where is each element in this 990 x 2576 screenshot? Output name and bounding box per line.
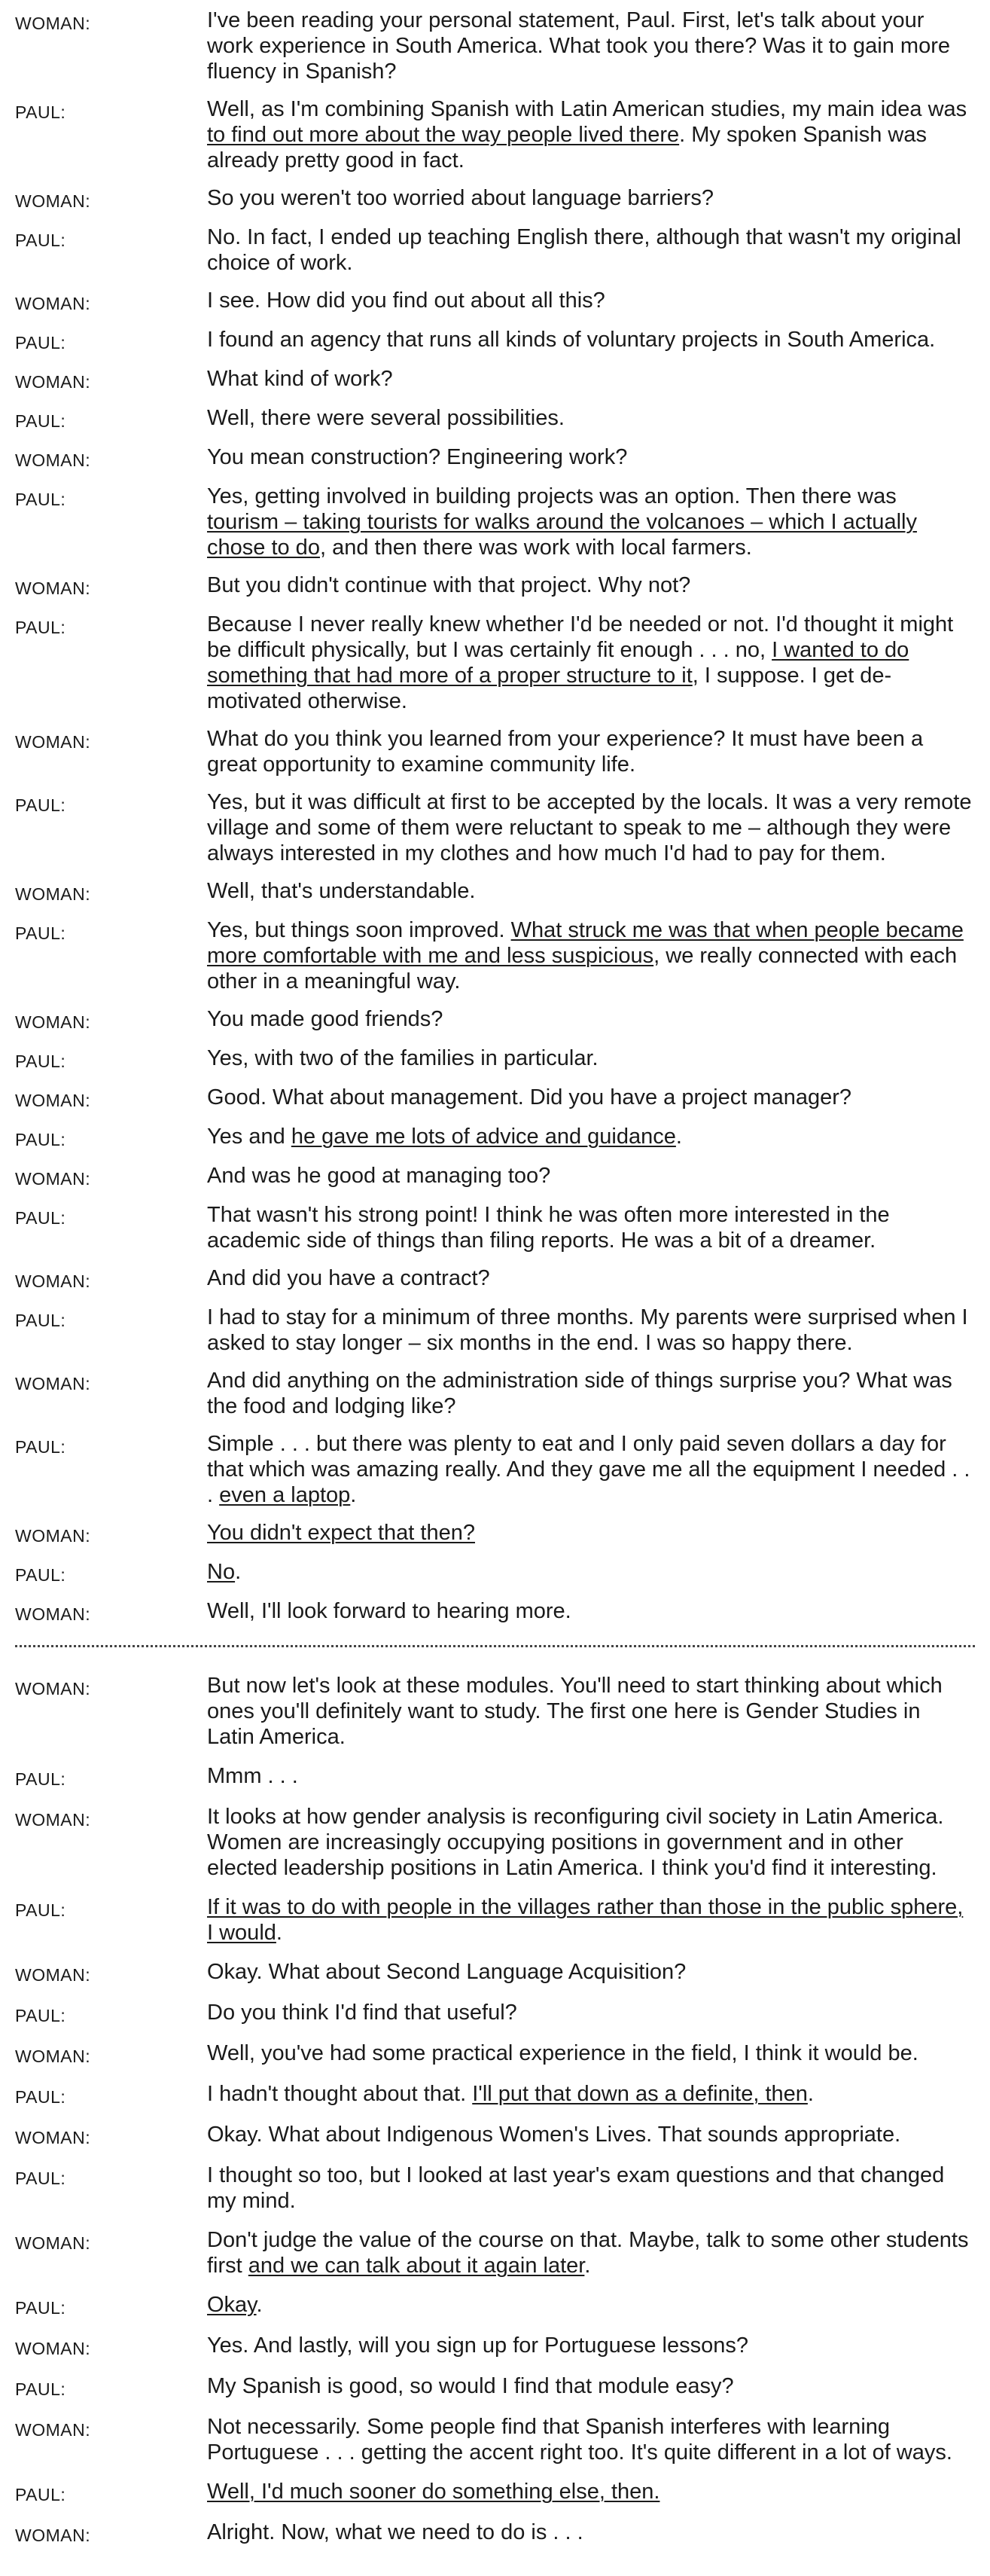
- text-segment: Well, as I'm combining Spanish with Latin American studies, my main idea was: [207, 97, 967, 121]
- dialogue-text: [207, 1959, 973, 1985]
- speaker-label: PAUL:: [15, 1311, 66, 1330]
- dialogue-text: [207, 8, 973, 84]
- dialogue-text: [207, 185, 973, 211]
- dialogue-line: [15, 1265, 990, 1293]
- dialogue-text: [207, 917, 973, 994]
- speaker-label: WOMAN:: [15, 2526, 91, 2545]
- dialogue-line: [15, 726, 990, 777]
- text-segment: Alright. Now, what we need to do is . . .: [207, 2520, 583, 2544]
- speaker-label: PAUL:: [15, 490, 66, 509]
- dialogue-text: [207, 2227, 973, 2278]
- dialogue-text: [207, 2292, 973, 2318]
- dialogue-line: [15, 1431, 990, 1508]
- text-segment: , we really connected with each other in a meaningful way.: [207, 944, 958, 993]
- dialogue-text: [207, 444, 973, 470]
- text-segment: No. In fact, I ended up teaching English there, although that wasn't my original choice of work.: [207, 225, 961, 275]
- speaker-label: PAUL:: [15, 2485, 66, 2504]
- text-segment: Good. What about management. Did you have a project manager?: [207, 1085, 852, 1109]
- text-segment: Mmm . . .: [207, 1764, 298, 1788]
- text-segment: I hadn't thought about that.: [207, 2082, 473, 2106]
- speaker-label: WOMAN:: [15, 2233, 91, 2253]
- dialogue-line: [15, 1673, 990, 1750]
- text-segment: It looks at how gender analysis is reconfiguring civil society in Latin America. Women are increasingly occupying positions in government and in other elected leadership positions in Latin America. I think you'd find it interesting.: [207, 1805, 944, 1880]
- text-segment: You made good friends?: [207, 1007, 443, 1031]
- dialogue-line: [15, 2081, 990, 2108]
- dialogue-line: [15, 366, 990, 393]
- dialogue-text: [207, 327, 973, 353]
- dialogue-text: [207, 726, 973, 777]
- speaker-label: PAUL:: [15, 230, 66, 250]
- speaker-label: WOMAN:: [15, 2420, 91, 2440]
- dialogue-line: [15, 2414, 990, 2465]
- dialogue-text: [207, 484, 973, 560]
- text-segment: . My spoken Spanish was already pretty good in fact.: [207, 123, 927, 172]
- text-segment: I've been reading your personal statement, Paul. First, let's talk about your work experience in South America. What took you there? Was it to gain more fluency in Spanish?: [207, 8, 951, 84]
- dialogue-text: [207, 1520, 973, 1546]
- speaker-label: WOMAN:: [15, 884, 91, 904]
- dialogue-text: [207, 1006, 973, 1032]
- section-divider: [15, 1645, 975, 1647]
- underlined-answer: even a laptop: [219, 1483, 351, 1507]
- text-segment: I see. How did you find out about all this?: [207, 288, 605, 313]
- speaker-label: WOMAN:: [15, 372, 91, 392]
- dialogue-line: [15, 224, 990, 276]
- dialogue-text: [207, 1085, 973, 1110]
- speaker-label: PAUL:: [15, 102, 66, 122]
- dialogue-text: [207, 2081, 973, 2107]
- transcript-section-modules: [15, 1673, 990, 2547]
- speaker-label: WOMAN:: [15, 578, 91, 598]
- speaker-label: PAUL:: [15, 1769, 66, 1789]
- dialogue-text: [207, 1305, 973, 1356]
- dialogue-text: [207, 1368, 973, 1419]
- dialogue-text: [207, 1598, 973, 1624]
- speaker-label: WOMAN:: [15, 1012, 91, 1032]
- text-segment: Well, there were several possibilities.: [207, 406, 565, 430]
- dialogue-line: [15, 2520, 990, 2547]
- speaker-label: WOMAN:: [15, 2046, 91, 2066]
- underlined-answer: Well, I'd much sooner do something else, then.: [207, 2480, 660, 2504]
- dialogue-line: [15, 2040, 990, 2068]
- dialogue-line: [15, 444, 990, 472]
- dialogue-text: [207, 2479, 973, 2504]
- dialogue-line: [15, 1520, 990, 1547]
- text-segment: I had to stay for a minimum of three months. My parents were surprised when I asked to stay longer – six months in the end. I was so happy there.: [207, 1305, 968, 1355]
- dialogue-line: [15, 2122, 990, 2149]
- speaker-label: PAUL:: [15, 2379, 66, 2399]
- text-segment: , I suppose. I get de-motivated otherwise.: [207, 664, 892, 713]
- dialogue-line: [15, 1085, 990, 1112]
- dialogue-text: [207, 2162, 973, 2214]
- speaker-label: WOMAN:: [15, 1604, 91, 1624]
- dialogue-line: [15, 1045, 990, 1073]
- underlined-answer: and we can talk about it again later: [248, 2254, 585, 2278]
- dialogue-text: [207, 2000, 973, 2025]
- dialogue-text: [207, 878, 973, 904]
- text-segment: Because I never really knew whether I'd be needed or not. I'd thought it might be difficult physically, but I was certainly fit enough . . . no,: [207, 612, 954, 662]
- speaker-label: WOMAN:: [15, 2339, 91, 2358]
- speaker-label: PAUL:: [15, 1900, 66, 1920]
- speaker-label: PAUL:: [15, 923, 66, 943]
- text-segment: Simple . . . but there was plenty to eat and I only paid seven dollars a day for that which was amazing really. And they gave me all the equipment I needed . . .: [207, 1432, 970, 1507]
- text-segment: .: [350, 1483, 357, 1507]
- dialogue-text: [207, 1202, 973, 1253]
- speaker-label: WOMAN:: [15, 1374, 91, 1393]
- dialogue-text: [207, 1673, 973, 1750]
- underlined-answer: to find out more about the way people lived there: [207, 123, 680, 147]
- dialogue-line: [15, 1959, 990, 1986]
- dialogue-line: [15, 288, 990, 315]
- text-segment: Okay. What about Indigenous Women's Lives. That sounds appropriate.: [207, 2123, 901, 2147]
- speaker-label: PAUL:: [15, 2006, 66, 2025]
- text-segment: But now let's look at these modules. You'll need to start thinking about which ones you'll definitely want to study. The first one here is Gender Studies in Latin America.: [207, 1674, 943, 1749]
- dialogue-line: [15, 1124, 990, 1151]
- speaker-label: PAUL:: [15, 1437, 66, 1457]
- dialogue-line: [15, 1804, 990, 1881]
- dialogue-text: [207, 2040, 973, 2066]
- speaker-label: WOMAN:: [15, 14, 91, 33]
- dialogue-line: [15, 96, 990, 173]
- dialogue-line: [15, 878, 990, 905]
- underlined-answer: I wanted to do something that had more of a proper structure to it: [207, 638, 909, 688]
- underlined-answer: he gave me lots of advice and guidance: [291, 1125, 676, 1149]
- dialogue-text: [207, 789, 973, 866]
- text-segment: .: [256, 2293, 263, 2317]
- text-segment: Well, you've had some practical experience in the field, I think it would be.: [207, 2041, 918, 2065]
- speaker-label: PAUL:: [15, 1565, 66, 1585]
- underlined-answer: If it was to do with people in the villages rather than those in the public sphere, I would: [207, 1895, 964, 1945]
- dialogue-line: [15, 2227, 990, 2278]
- speaker-label: WOMAN:: [15, 1091, 91, 1110]
- speaker-label: WOMAN:: [15, 294, 91, 313]
- speaker-label: WOMAN:: [15, 450, 91, 470]
- dialogue-text: [207, 366, 973, 392]
- speaker-label: WOMAN:: [15, 1965, 91, 1985]
- text-segment: Not necessarily. Some people find that Spanish interferes with learning Portuguese . . . getting the accent right too. It's quite different in a lot of ways.: [207, 2415, 952, 2465]
- underlined-answer: I'll put that down as a definite, then: [472, 2082, 808, 2106]
- dialogue-text: [207, 224, 973, 276]
- dialogue-line: [15, 1163, 990, 1190]
- text-segment: I found an agency that runs all kinds of voluntary projects in South America.: [207, 328, 936, 352]
- dialogue-text: [207, 1894, 973, 1946]
- dialogue-text: [207, 2373, 973, 2399]
- dialogue-text: [207, 2414, 973, 2465]
- dialogue-text: [207, 1804, 973, 1881]
- dialogue-line: [15, 2000, 990, 2027]
- dialogue-text: [207, 288, 973, 313]
- text-segment: Don't judge the value of the course on that. Maybe, talk to some other students first: [207, 2228, 969, 2278]
- speaker-label: PAUL:: [15, 795, 66, 815]
- speaker-label: PAUL:: [15, 618, 66, 637]
- dialogue-text: [207, 2333, 973, 2358]
- dialogue-line: [15, 1763, 990, 1790]
- speaker-label: PAUL:: [15, 1130, 66, 1149]
- dialogue-line: [15, 1598, 990, 1625]
- speaker-label: WOMAN:: [15, 2128, 91, 2147]
- dialogue-line: [15, 2292, 990, 2319]
- text-segment: I thought so too, but I looked at last year's exam questions and that changed my mind.: [207, 2163, 945, 2213]
- text-segment: And was he good at managing too?: [207, 1164, 551, 1188]
- dialogue-line: [15, 1202, 990, 1253]
- dialogue-text: [207, 572, 973, 598]
- speaker-label: WOMAN:: [15, 191, 91, 211]
- text-segment: Do you think I'd find that useful?: [207, 2001, 517, 2025]
- underlined-answer: tourism – taking tourists for walks around the volcanoes – which I actually chose to do: [207, 510, 917, 560]
- text-segment: , and then there was work with local farmers.: [319, 536, 752, 560]
- dialogue-line: [15, 2162, 990, 2214]
- text-segment: What do you think you learned from your experience? It must have been a great opportunity to examine community life.: [207, 727, 924, 777]
- dialogue-line: [15, 789, 990, 866]
- dialogue-text: [207, 1265, 973, 1291]
- dialogue-line: [15, 405, 990, 432]
- text-segment: Yes. And lastly, will you sign up for Portuguese lessons?: [207, 2333, 748, 2358]
- dialogue-line: [15, 917, 990, 994]
- text-segment: Yes, but things soon improved.: [207, 918, 511, 942]
- speaker-label: WOMAN:: [15, 1810, 91, 1830]
- text-segment: So you weren't too worried about language barriers?: [207, 186, 714, 210]
- text-segment: But you didn't continue with that project. Why not?: [207, 573, 691, 597]
- dialogue-line: [15, 327, 990, 354]
- underlined-answer: What struck me was that when people became more comfortable with me and less suspicious: [207, 918, 964, 968]
- text-segment: And did anything on the administration side of things surprise you? What was the food and lodging like?: [207, 1369, 952, 1418]
- text-segment: And did you have a contract?: [207, 1266, 490, 1290]
- text-segment: You mean construction? Engineering work?: [207, 445, 628, 469]
- dialogue-line: [15, 1894, 990, 1946]
- speaker-label: PAUL:: [15, 1051, 66, 1071]
- text-segment: Yes, with two of the families in particular.: [207, 1046, 599, 1070]
- text-segment: My Spanish is good, so would I find that module easy?: [207, 2374, 734, 2398]
- underlined-answer: No: [207, 1560, 236, 1584]
- dialogue-text: [207, 1124, 973, 1149]
- text-segment: Yes and: [207, 1125, 291, 1149]
- text-segment: Yes, getting involved in building projects was an option. Then there was: [207, 484, 897, 508]
- dialogue-line: [15, 185, 990, 212]
- speaker-label: WOMAN:: [15, 1679, 91, 1699]
- speaker-label: PAUL:: [15, 2298, 66, 2318]
- dialogue-line: [15, 572, 990, 600]
- dialogue-text: [207, 2520, 973, 2545]
- speaker-label: PAUL:: [15, 1208, 66, 1228]
- text-segment: Well, I'll look forward to hearing more.: [207, 1599, 571, 1623]
- dialogue-line: [15, 2373, 990, 2401]
- dialogue-text: [207, 96, 973, 173]
- dialogue-line: [15, 1305, 990, 1356]
- dialogue-line: [15, 2333, 990, 2360]
- dialogue-text: [207, 2122, 973, 2147]
- dialogue-text: [207, 612, 973, 714]
- dialogue-line: [15, 2479, 990, 2506]
- text-segment: What kind of work?: [207, 367, 393, 391]
- dialogue-text: [207, 405, 973, 431]
- dialogue-line: [15, 1368, 990, 1419]
- dialogue-line: [15, 612, 990, 714]
- text-segment: .: [235, 1560, 242, 1584]
- dialogue-line: [15, 484, 990, 560]
- speaker-label: PAUL:: [15, 333, 66, 353]
- speaker-label: PAUL:: [15, 2087, 66, 2107]
- speaker-label: WOMAN:: [15, 732, 91, 752]
- dialogue-line: [15, 1006, 990, 1033]
- underlined-answer: Okay: [207, 2293, 257, 2317]
- dialogue-line: [15, 8, 990, 84]
- text-segment: .: [675, 1125, 682, 1149]
- dialogue-text: [207, 1559, 973, 1585]
- text-segment: .: [807, 2082, 814, 2106]
- speaker-label: WOMAN:: [15, 1169, 91, 1189]
- text-segment: That wasn't his strong point! I think he was often more interested in the academic side of things than filing reports. He was a bit of a dreamer.: [207, 1203, 890, 1253]
- dialogue-text: [207, 1163, 973, 1189]
- dialogue-text: [207, 1045, 973, 1071]
- underlined-answer: You didn't expect that then?: [207, 1521, 475, 1545]
- text-segment: .: [584, 2254, 591, 2278]
- text-segment: Well, that's understandable.: [207, 879, 476, 903]
- dialogue-line: [15, 1559, 990, 1586]
- speaker-label: WOMAN:: [15, 1526, 91, 1546]
- transcript-section-work-experience: [15, 8, 990, 1625]
- text-segment: Yes, but it was difficult at first to be accepted by the locals. It was a very remote village and some of them were reluctant to speak to me – although they were always interested in my clothes and how much I'd had to pay for them.: [207, 790, 972, 865]
- speaker-label: PAUL:: [15, 411, 66, 431]
- speaker-label: WOMAN:: [15, 1271, 91, 1291]
- dialogue-text: [207, 1431, 973, 1508]
- text-segment: Okay. What about Second Language Acquisition?: [207, 1960, 687, 1984]
- speaker-label: PAUL:: [15, 2169, 66, 2188]
- text-segment: .: [276, 1921, 282, 1945]
- dialogue-text: [207, 1763, 973, 1789]
